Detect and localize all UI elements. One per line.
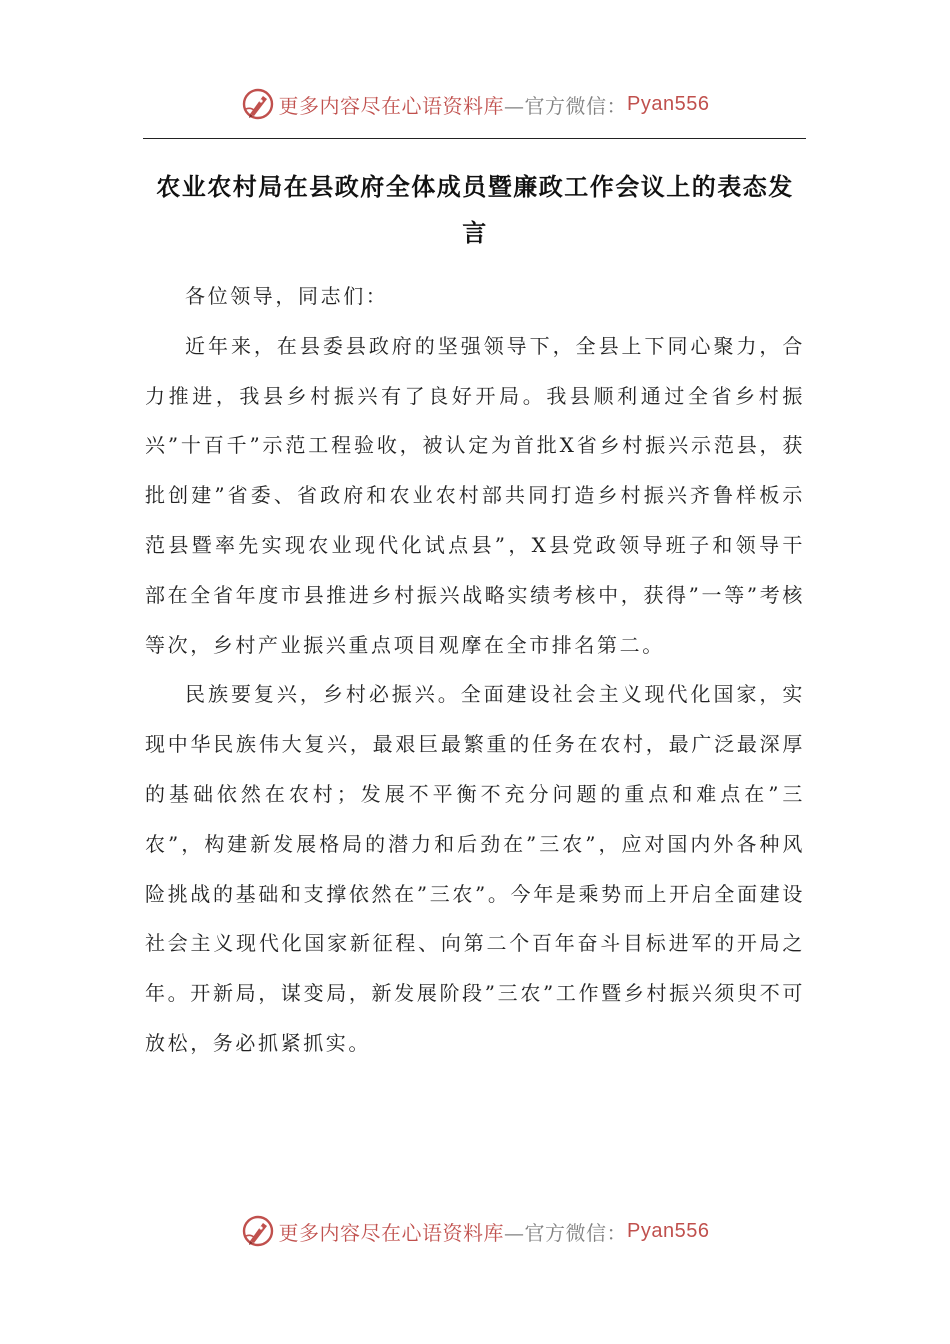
document-body (145, 272, 805, 1069)
document-title: 农业农村局在县政府全体成员暨廉政工作会议上的表态发言 (156, 173, 794, 247)
banner-text-gray: —官方微信： (504, 93, 628, 118)
banner-wechat-id: Pyan556 (627, 92, 710, 115)
banner-text-red: 更多内容尽在心语资料库 (278, 93, 505, 118)
salutation: 各位领导，同志们： (185, 284, 389, 308)
header-rule (143, 138, 806, 139)
paragraph-2: 民族要复兴，乡村必振兴。全面建设社会主义现代化国家，实现中华民族伟大复兴，最艰巨最繁重的任务在农村，最广泛最深厚的基础依然在农村；发展不平衡不充分问题的重点和难点在”三农”，构建新发展格局的潜力和后劲在”三农”，应对国内外各种风险挑战的基础和支撑依然在”三农”。今年是乘势而上开启全面建设社会主义现代化国家新征程、向第二个百年奋斗目标进军的开局之年。开新局，谋变局，新发展阶段”三农”工作暨乡村振兴须臾不可放松，务必抓紧抓实。 (145, 682, 805, 1055)
footer-banner (0, 1211, 950, 1251)
paragraph-1: 近年来，在县委县政府的坚强领导下，全县上下同心聚力，合力推进，我县乡村振兴有了良好开局。我县顺利通过全省乡村振兴”十百千”示范工程验收，被认定为首批X省乡村振兴示范县，获批创建”省委、省政府和农业农村部共同打造乡村振兴齐鲁样板示范县暨率先实现农业现代化试点县”，X县党政领导班子和领导干部在全省年度市县推进乡村振兴战略实绩考核中，获得”一等”考核等次，乡村产业振兴重点项目观摩在全市排名第二。 (145, 333, 805, 657)
pen-logo-icon (241, 1214, 275, 1248)
header-banner (0, 84, 950, 124)
footer-wechat-id: Pyan556 (627, 1219, 710, 1242)
footer-text-gray: —官方微信： (504, 1220, 628, 1245)
pen-logo-icon (241, 87, 275, 121)
footer-text-red: 更多内容尽在心语资料库 (278, 1220, 505, 1245)
